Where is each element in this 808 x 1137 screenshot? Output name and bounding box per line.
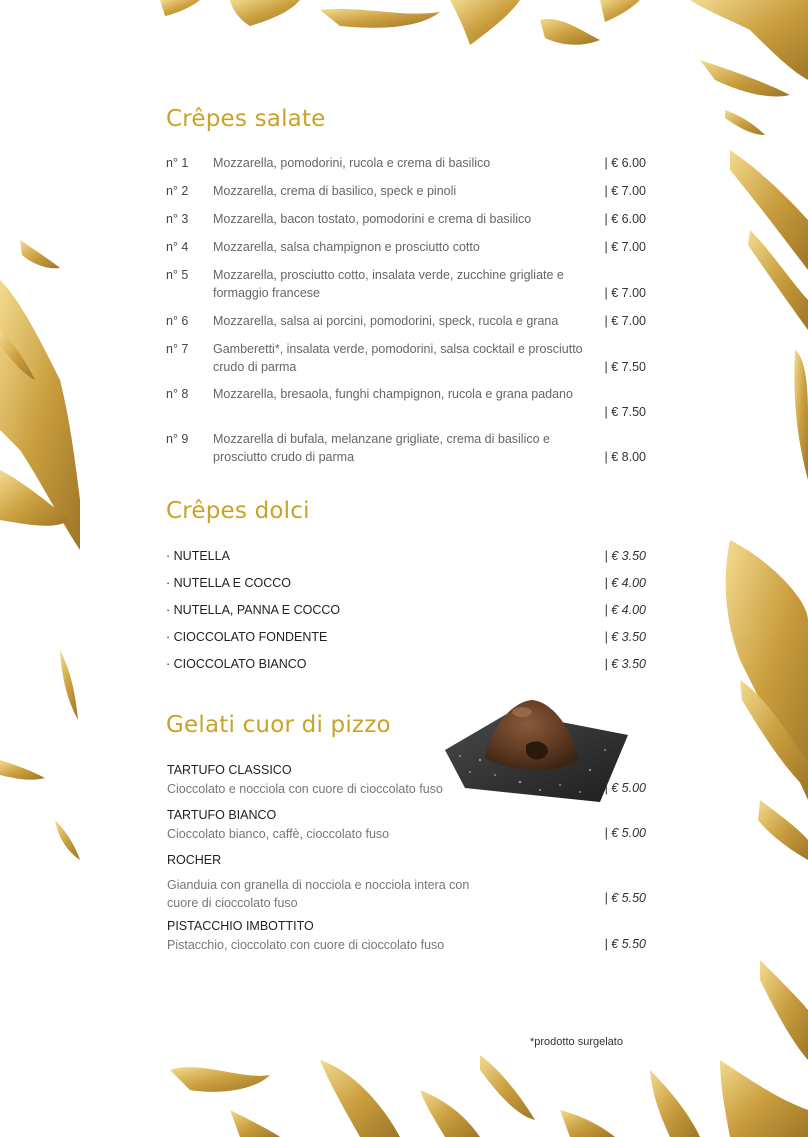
gelato-price: | € 5.50 bbox=[604, 937, 646, 951]
gelato-name: PISTACCHIO IMBOTTITO bbox=[167, 919, 314, 933]
item-description: Mozzarella, salsa champignon e prosciutto cotto bbox=[213, 240, 480, 254]
gelato-description: Cioccolato bianco, caffè, cioccolato fuso bbox=[167, 827, 390, 841]
item-price: | € 7.50 bbox=[604, 405, 646, 419]
sweet-name: · NUTELLA, PANNA E COCCO bbox=[166, 603, 341, 617]
item-number: n° 9 bbox=[166, 432, 189, 446]
menu-item bbox=[166, 312, 646, 330]
menu-item bbox=[166, 340, 646, 376]
item-description: Gamberetti*, insalata verde, pomodorini, salsa cocktail e prosciutto crudo di parma bbox=[213, 342, 583, 374]
gelato-price: | € 5.00 bbox=[604, 826, 646, 840]
sweet-name: · NUTELLA bbox=[166, 549, 230, 563]
gelato-description: Cioccolato e nocciola con cuore di cioccolato fuso bbox=[167, 782, 443, 796]
gelato-name: TARTUFO BIANCO bbox=[167, 808, 277, 822]
item-price: | € 6.00 bbox=[604, 212, 646, 226]
gelato-price: | € 5.00 bbox=[604, 781, 646, 795]
item-description: Mozzarella, bresaola, funghi champignon, rucola e grana padano bbox=[213, 387, 573, 401]
item-price: | € 8.00 bbox=[604, 450, 646, 464]
item-description: Mozzarella, salsa ai porcini, pomodorini, speck, rucola e grana bbox=[213, 314, 559, 328]
gelato-description: Gianduia con granella di nocciola e nocciola intera con cuore di cioccolato fuso bbox=[167, 878, 470, 910]
menu-item bbox=[166, 238, 646, 256]
menu-item bbox=[166, 182, 646, 200]
sweet-price: | € 4.00 bbox=[604, 603, 646, 617]
sweet-name: · CIOCCOLATO FONDENTE bbox=[166, 630, 328, 644]
gelato-description: Pistacchio, cioccolato con cuore di cioccolato fuso bbox=[167, 938, 445, 952]
crepes-dolci-title: Crêpes dolci bbox=[166, 498, 310, 524]
menu-item bbox=[166, 430, 646, 466]
item-description: Mozzarella, bacon tostato, pomodorini e crema di basilico bbox=[213, 212, 532, 226]
sweet-price: | € 3.50 bbox=[604, 630, 646, 644]
sweet-price: | € 4.00 bbox=[604, 576, 646, 590]
item-number: n° 5 bbox=[166, 268, 189, 282]
gelati-title: Gelati cuor di pizzo bbox=[166, 712, 391, 738]
menu-item bbox=[166, 154, 646, 172]
menu-item bbox=[166, 210, 646, 228]
item-price: | € 7.00 bbox=[604, 314, 646, 328]
sweet-name: · CIOCCOLATO BIANCO bbox=[166, 657, 307, 671]
item-description: Mozzarella, pomodorini, rucola e crema di basilico bbox=[213, 156, 491, 170]
item-number: n° 1 bbox=[166, 156, 189, 170]
crepes-salate-title: Crêpes salate bbox=[166, 106, 326, 132]
sweet-name: · NUTELLA E COCCO bbox=[166, 576, 292, 590]
item-number: n° 3 bbox=[166, 212, 189, 226]
sweet-price: | € 3.50 bbox=[604, 549, 646, 563]
menu-item bbox=[166, 266, 646, 302]
item-price: | € 7.00 bbox=[604, 286, 646, 300]
item-number: n° 7 bbox=[166, 342, 189, 356]
gelato-price: | € 5.50 bbox=[604, 891, 646, 905]
item-description: Mozzarella, crema di basilico, speck e pinoli bbox=[213, 184, 457, 198]
item-price: | € 7.00 bbox=[604, 184, 646, 198]
item-price: | € 7.50 bbox=[604, 360, 646, 374]
item-description: Mozzarella, prosciutto cotto, insalata verde, zucchine grigliate e formaggio francese bbox=[213, 268, 564, 300]
item-price: | € 6.00 bbox=[604, 156, 646, 170]
sweet-price: | € 3.50 bbox=[604, 657, 646, 671]
item-description: Mozzarella di bufala, melanzane grigliate, crema di basilico e prosciutto crudo di parma bbox=[213, 432, 550, 464]
item-price: | € 7.00 bbox=[604, 240, 646, 254]
item-number: n° 2 bbox=[166, 184, 189, 198]
item-number: n° 4 bbox=[166, 240, 189, 254]
gelato-name: ROCHER bbox=[167, 853, 222, 867]
gelato-name: TARTUFO CLASSICO bbox=[167, 763, 292, 777]
footnote: *prodotto surgelato bbox=[530, 1036, 623, 1048]
item-number: n° 8 bbox=[166, 387, 189, 401]
menu-item bbox=[166, 385, 646, 421]
item-number: n° 6 bbox=[166, 314, 189, 328]
